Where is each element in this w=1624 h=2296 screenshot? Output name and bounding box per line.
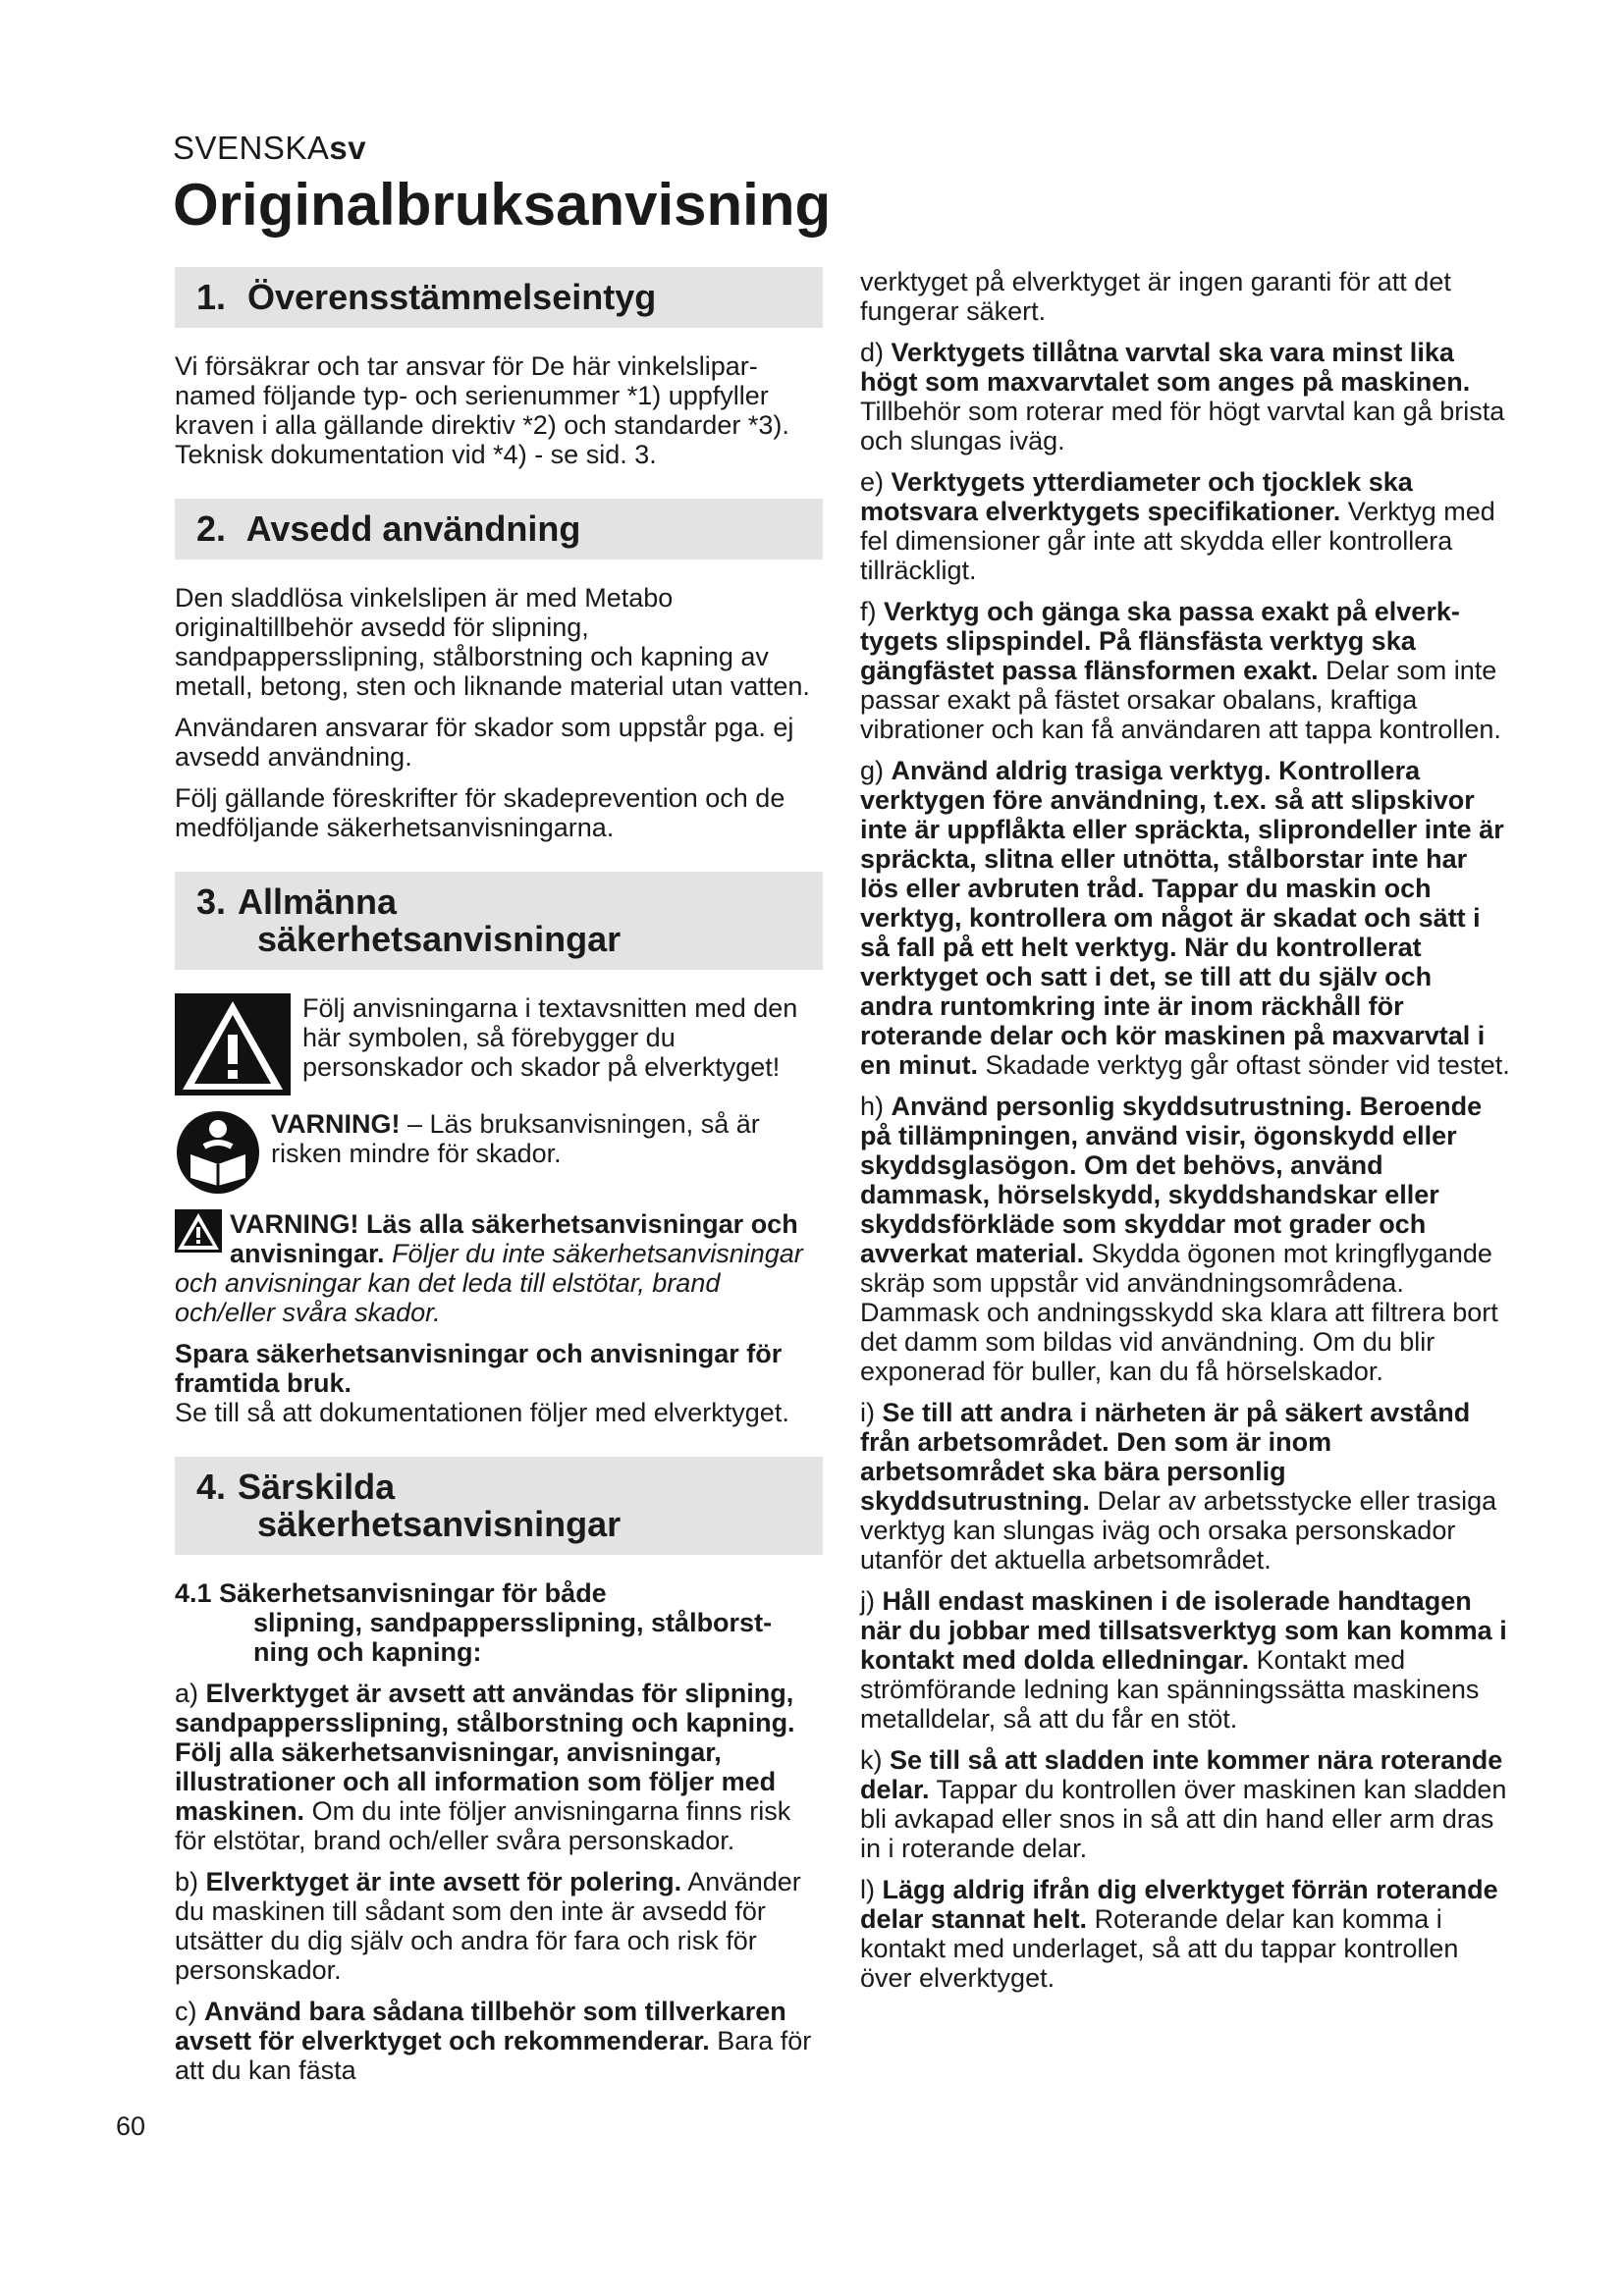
- subsection-4-1-title-line-1: Säkerhetsanvisningar för både: [219, 1578, 607, 1608]
- item-k: [860, 1745, 1510, 1863]
- item-c-bold: Använd bara sådana tillbehör som tillverkaren avsett för elverktyget och rekommenderar.: [175, 1997, 786, 2056]
- item-l-text: Roterande delar kan komma i kontakt med underlaget, så att du tappar kontrollen över elverktyget.: [860, 1904, 1459, 1993]
- item-f-label: f): [860, 597, 877, 626]
- read-manual-warning: [175, 1109, 823, 1196]
- item-i-bold: Se till att andra i närheten är på säkert avstånd från arbetsområdet. Den som är inom arbetsområdet ska bära personlig skyddsutrustning.: [860, 1398, 1471, 1516]
- item-f-text: Delar som inte passar exakt på fästet orsakar obalans, kraftiga vibrationer och kan få användaren att tappa kontrollen.: [860, 656, 1501, 744]
- section-2-paragraph-1: Den sladdlösa vinkelslipen är med Metabo originaltillbehör avsedd för slipning, sandpappersslipning, stålborstning och kapning av metall, betong, sten och liknande material utan vatten.: [175, 583, 810, 701]
- item-g-label: g): [860, 756, 885, 785]
- item-g-bold: Använd aldrig trasiga verktyg. Kontrollera verktygen före användning, t.ex. så att slipskivor inte är uppflåkta eller spräckta, sliprondeller inte är spräckta, slitna eller utnötta, stålborstar inte har lös eller avbruten tråd. Tappar du maskin och verktyg, kontrollera om något är skadat och sätt i så fall på ett helt verktyg. När du kontrollerat verktyget och satt i det, se till att du själv och andra runtomkring inte är inom räckhåll för roterande delar och kör maskinen på maxvarvtal i en minut.: [860, 756, 1504, 1080]
- section-3-title-line-2: säkerhetsanvisningar: [257, 919, 622, 959]
- item-k-label: k): [860, 1745, 883, 1775]
- item-j-bold: Håll endast maskinen i de isolerade handtagen när du jobbar med tillsatsverktyg som kan komma i kontakt med dolda elledningar.: [860, 1586, 1507, 1675]
- section-1-number: 1.: [196, 277, 227, 317]
- subsection-4-1-number: 4.1: [175, 1578, 212, 1608]
- read-manual-warning-text: [271, 1109, 823, 1168]
- item-f: [860, 597, 1510, 744]
- section-3-heading: [175, 872, 823, 970]
- item-b: [175, 1867, 823, 1985]
- item-h-label: h): [860, 1092, 885, 1121]
- section-4-title-line-2: säkerhetsanvisningar: [257, 1504, 622, 1544]
- language-label: [173, 130, 366, 167]
- general-warning: [175, 1209, 823, 1327]
- item-e-text: Verktyg med fel dimensioner går inte att skydda eller kontrollera tillräckligt.: [860, 497, 1495, 585]
- item-k-text: Tappar du kontrollen över maskinen kan sladden bli avkapad eller snos in så att din hand eller arm dras in i roterande delar.: [860, 1775, 1507, 1863]
- item-d-label: d): [860, 338, 885, 367]
- read-manual-warning-body: – Läs bruksanvisningen, så är risken mindre för skador.: [271, 1109, 760, 1168]
- item-i: [860, 1398, 1510, 1575]
- item-l-bold: Lägg aldrig ifrån dig elverktyget förrän roterande delar stannat helt.: [860, 1875, 1498, 1934]
- section-4-number: 4.: [196, 1467, 227, 1507]
- item-c-continued: verktyget på elverktyget är ingen garanti för att det fungerar säkert.: [860, 267, 1451, 326]
- item-j-label: j): [860, 1586, 875, 1616]
- item-k-bold: Se till så att sladden inte kommer nära roterande delar.: [860, 1745, 1503, 1804]
- small-warning-icon: [175, 1209, 222, 1253]
- save-instructions-bold: Spara säkerhetsanvisningar och anvisningar för framtida bruk.: [175, 1339, 783, 1398]
- section-3-number: 3.: [196, 881, 227, 922]
- item-e-label: e): [860, 467, 885, 497]
- item-d: [860, 338, 1510, 455]
- item-a-label: a): [175, 1679, 199, 1708]
- item-e-bold: Verktygets ytterdiameter och tjocklek ska motsvara elverktygets specifikationer.: [860, 467, 1413, 526]
- item-l: [860, 1875, 1510, 1993]
- item-a: [175, 1679, 823, 1855]
- section-2-paragraph-2: Användaren ansvarar för skador som uppstår pga. ej avsedd användning.: [175, 713, 794, 772]
- item-b-bold: Elverktyget är inte avsett för polering.: [205, 1867, 682, 1896]
- item-j-text: Kontakt med strömförande ledning kan spänningssätta maskinens metalldelar, så att du får en stöt.: [860, 1645, 1480, 1734]
- general-warning-italic: Följer du inte säkerhetsanvisningar och anvisningar kan det leda till elstötar, brand och/eller svåra skador.: [175, 1239, 803, 1327]
- item-i-text: Delar av arbetsstycke eller trasiga verktyg kan slungas iväg och orsaka personskador utanför det aktuella arbetsområdet.: [860, 1486, 1497, 1575]
- item-a-bold: Elverktyget är avsett att användas för slipning, sandpappersslipning, stålborstning och kapning. Följ alla säkerhetsanvisningar, anvisningar, illustrationer och all information som följer med maskinen.: [175, 1679, 795, 1826]
- item-j: [860, 1586, 1510, 1734]
- item-b-label: b): [175, 1867, 199, 1896]
- section-1-title: Överensstämmelseintyg: [247, 277, 657, 317]
- symbol-note: [175, 993, 823, 1095]
- section-4-title-line-1: Särskilda: [238, 1467, 396, 1507]
- language-name: SVENSKA: [173, 130, 330, 166]
- item-f-bold: Verktyg och gänga ska passa exakt på elverk-tygets slipspindel. På flänsfästa verktyg ska gängfästet passa flänsformen exakt.: [860, 597, 1460, 685]
- save-instructions: [175, 1339, 823, 1398]
- read-manual-warning-label: VARNING!: [271, 1109, 401, 1139]
- item-e: [860, 467, 1510, 585]
- item-l-label: l): [860, 1875, 875, 1904]
- general-warning-bold: VARNING! Läs alla säkerhetsanvisningar och anvisningar.: [230, 1209, 798, 1268]
- section-2-heading: [175, 499, 823, 560]
- item-i-label: i): [860, 1398, 875, 1427]
- subsection-4-1-heading: [175, 1578, 823, 1667]
- section-1-heading: [175, 267, 823, 328]
- left-column: [175, 267, 823, 2097]
- symbol-note-text: Följ anvisningarna i textavsnitten med den här symbolen, så förebygger du personskador och skador på elverktyget!: [302, 993, 798, 1082]
- item-g: [860, 756, 1510, 1080]
- section-1-text: Vi försäkrar och tar ansvar för De här vinkelslipar-named följande typ- och serienummer *1) uppfyller kraven i alla gällande direktiv *2) och standarder *3). Teknisk dokumentation vid *4) - se sid. 3.: [175, 351, 789, 469]
- item-g-text: Skadade verktyg går oftast sönder vid testet.: [978, 1050, 1510, 1080]
- warning-triangle-icon: [175, 993, 291, 1095]
- keep-documentation: Se till så att dokumentationen följer med elverktyget.: [175, 1398, 789, 1427]
- section-4-heading: [175, 1457, 823, 1555]
- subsection-4-1-title-line-2: slipning, sandpappersslipning, stålborst-ning och kapning:: [253, 1608, 773, 1667]
- item-h-text: Skydda ögonen mot kringflygande skräp som uppstår vid användningsområdena. Dammask och andningsskydd ska klara att filtrera bort det damm som bildas vid användning. Om du blir exponerad för buller, kan du få hörselskador.: [860, 1239, 1498, 1386]
- section-2-title: Avsedd användning: [245, 508, 581, 549]
- item-h: [860, 1092, 1510, 1386]
- item-d-text: Tillbehör som roterar med för högt varvtal kan gå brista och slungas iväg.: [860, 397, 1505, 455]
- language-code: sv: [329, 130, 367, 166]
- right-column: [860, 267, 1510, 2004]
- item-h-bold: Använd personlig skyddsutrustning. Beroende på tillämpningen, använd visir, ögonskydd eller skyddsglasögon. Om det behövs, använd dammask, hörselskydd, skyddshandskar eller skyddsförkläde som skyddar mot grader och avverkat material.: [860, 1092, 1483, 1268]
- item-d-bold: Verktygets tillåtna varvtal ska vara minst lika högt som maxvarvtalet som anges på maskinen.: [860, 338, 1471, 397]
- section-2-number: 2.: [196, 508, 227, 549]
- read-manual-icon: [175, 1109, 261, 1196]
- section-2-paragraph-3: Följ gällande föreskrifter för skadeprevention och de medföljande säkerhetsanvisningarna.: [175, 783, 785, 842]
- page-number: 60: [116, 2111, 146, 2141]
- item-c-label: c): [175, 1997, 197, 2026]
- section-3-title-line-1: Allmänna: [238, 881, 398, 922]
- item-a-text: Om du inte följer anvisningarna finns risk för elstötar, brand och/eller svåra personskador.: [175, 1796, 791, 1855]
- document-title: Originalbruksanvisning: [173, 172, 832, 238]
- item-c-text: Bara för att du kan fästa: [175, 2026, 812, 2085]
- item-c: [175, 1997, 823, 2085]
- item-b-text: Använder du maskinen till sådant som den inte är avsedd för utsätter du dig själv och andra för fara och risk för personskador.: [175, 1867, 801, 1985]
